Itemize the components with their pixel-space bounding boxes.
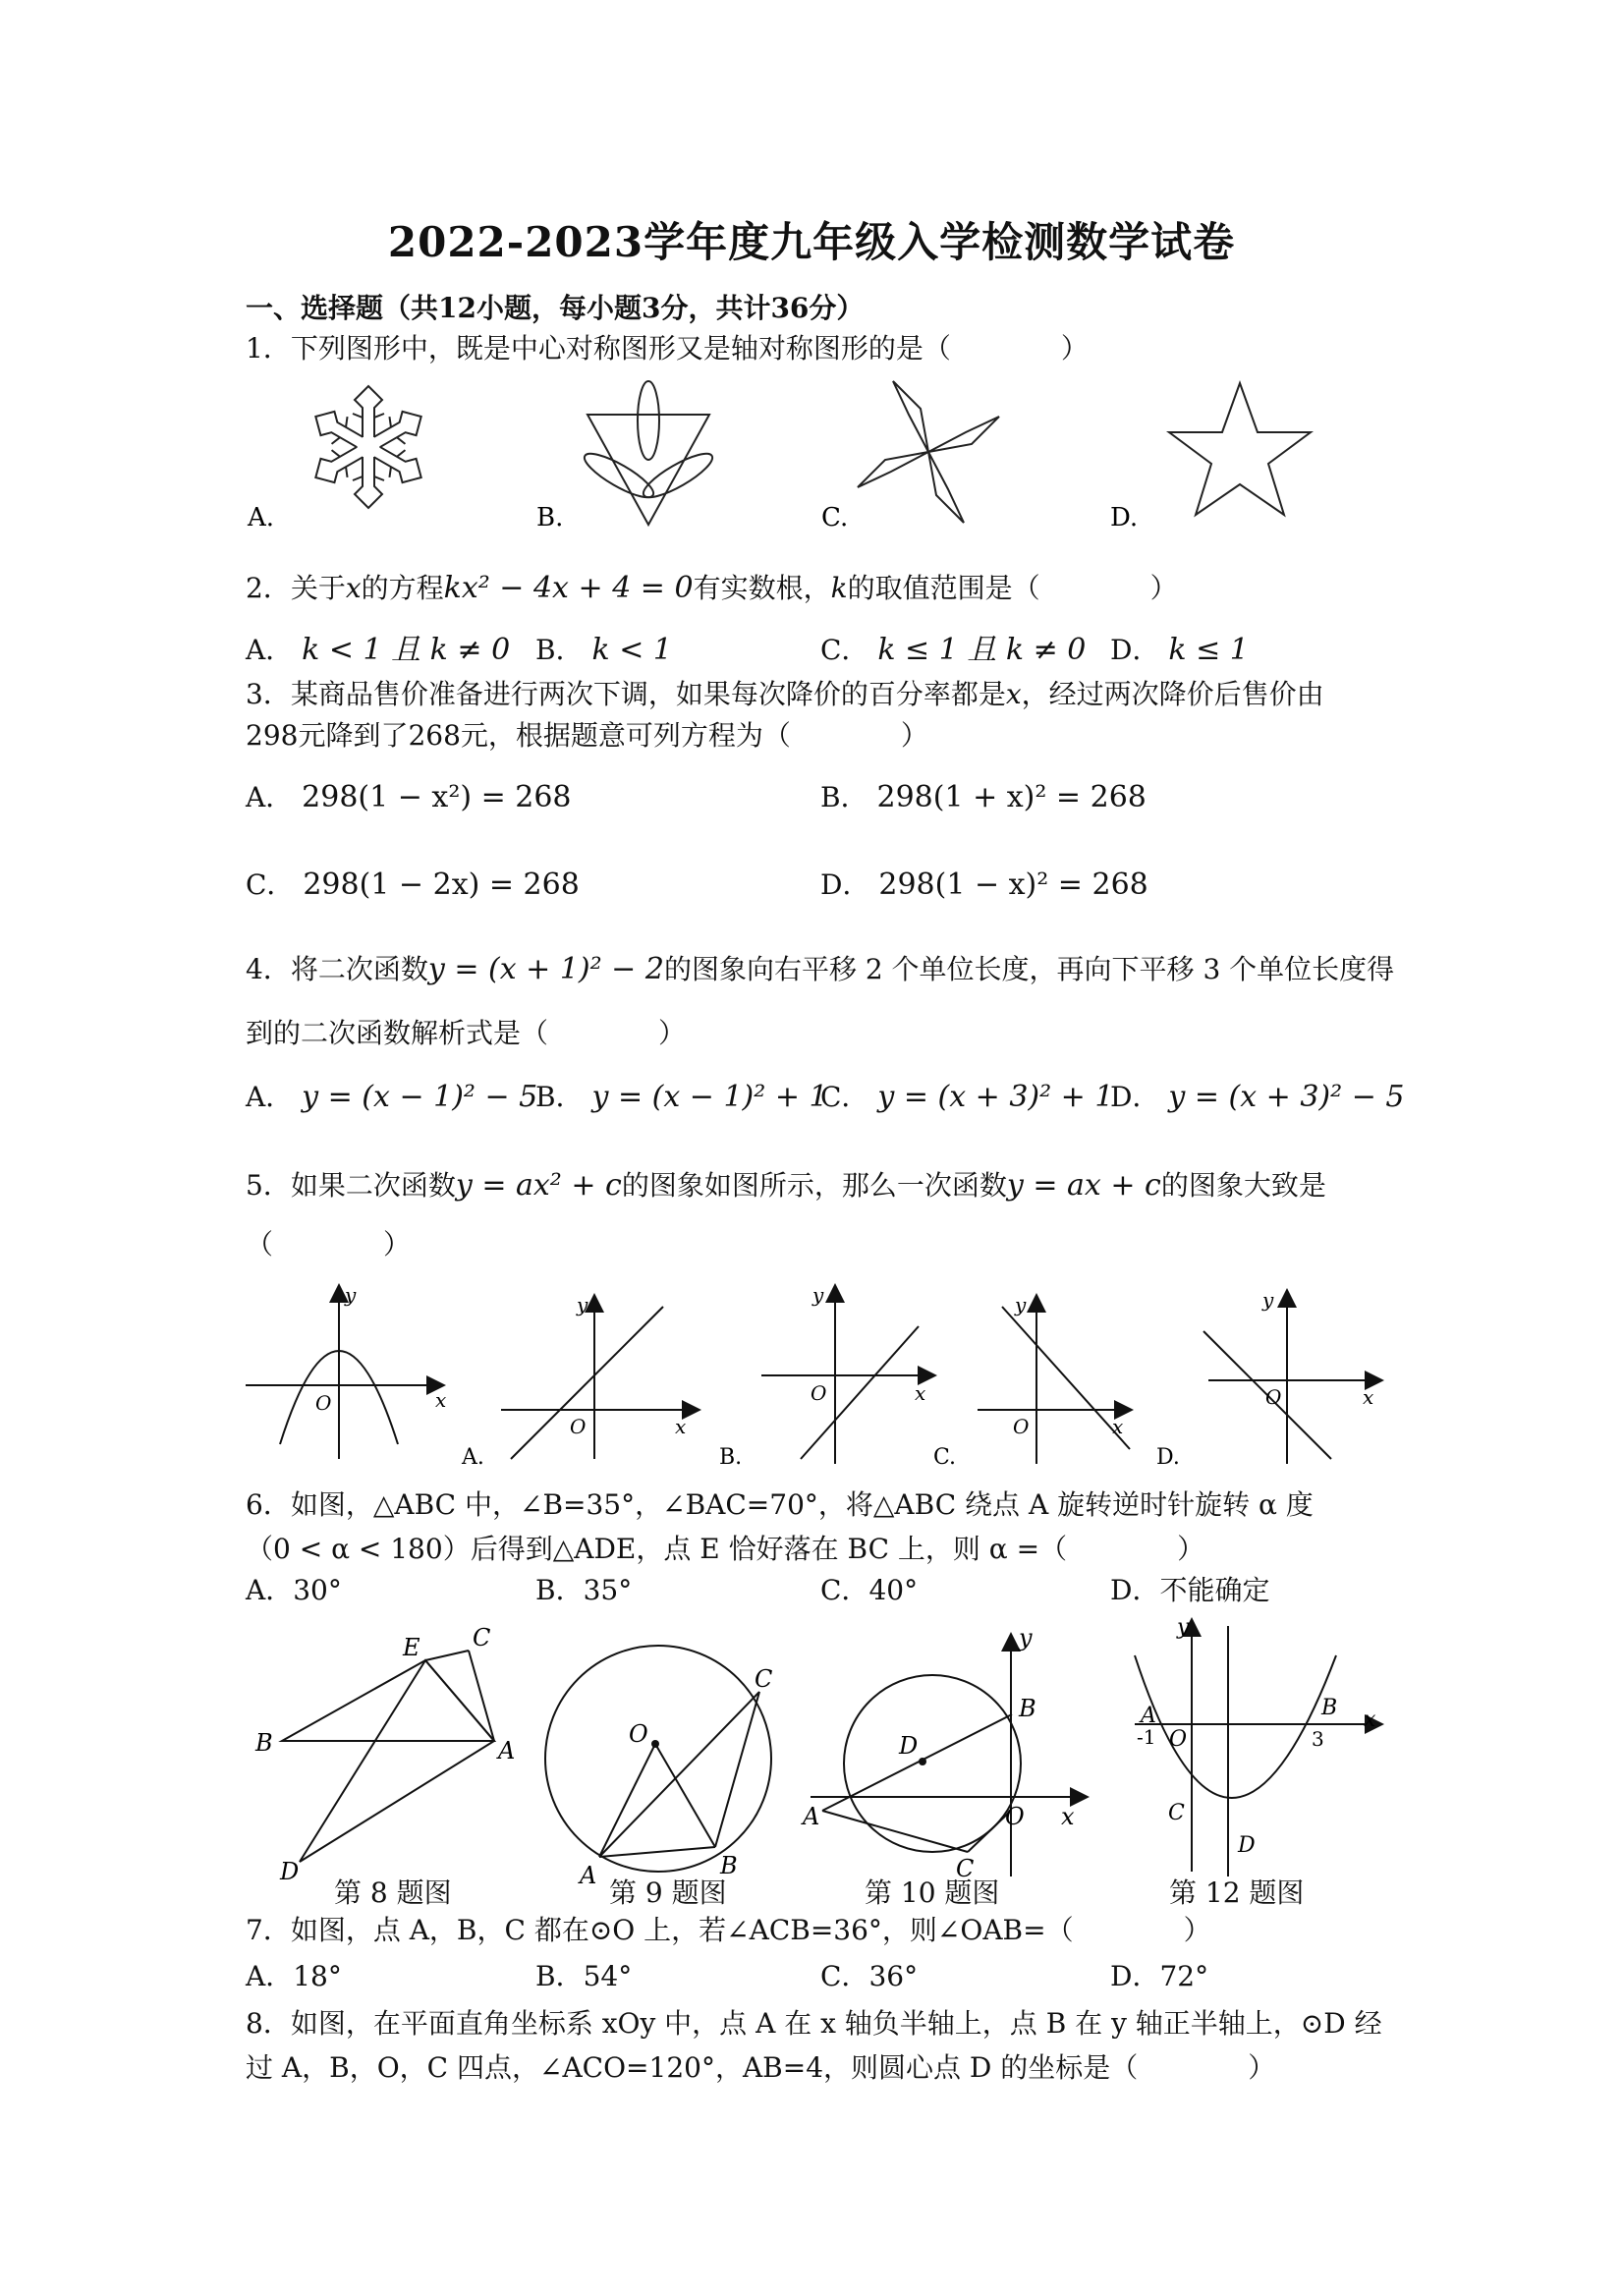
q6-option-a[interactable]: A．30°	[246, 1574, 342, 1606]
q2-stem: 2．关于x的方程kx² − 4x + 4 = 0有实数根，k的取值范围是（ ）	[246, 571, 1178, 605]
fig10-a: A	[803, 1803, 820, 1830]
q2-option-a[interactable]: A． k < 1 且 k ≠ 0	[246, 633, 511, 667]
q5-a-y: y	[577, 1293, 588, 1316]
fig12-a: A	[1141, 1704, 1156, 1728]
q1-figures	[246, 373, 1375, 540]
fig10-circle	[811, 1636, 1086, 1876]
figures-row	[241, 1616, 1400, 1901]
fig8-triangles	[282, 1651, 494, 1862]
fig12-c: C	[1168, 1801, 1185, 1825]
q4-option-c[interactable]: C． y = (x + 3)² + 1	[820, 1080, 1114, 1114]
fig8-c: C	[473, 1624, 491, 1652]
q5-graph-b	[761, 1287, 933, 1464]
q5-option-b[interactable]: B.	[719, 1445, 743, 1469]
q5-graphs	[241, 1282, 1400, 1469]
q3-option-a[interactable]: A． 298(1 − x²) = 268	[246, 780, 572, 814]
fig9-a: A	[580, 1862, 597, 1889]
fig12-b: B	[1321, 1696, 1338, 1720]
q4-option-d[interactable]: D． y = (x + 3)² − 5	[1110, 1080, 1405, 1114]
q3-option-c[interactable]: C． 298(1 − 2x) = 268	[246, 868, 580, 902]
q7-option-b[interactable]: B．54°	[535, 1960, 633, 1992]
fig10-center-dot	[919, 1758, 926, 1765]
q3-option-b[interactable]: B． 298(1 + x)² = 268	[820, 780, 1147, 814]
fig8-d: D	[280, 1858, 300, 1885]
q4-line1: 4．将二次函数y = (x + 1)² − 2的图象向右平移 2 个单位长度，再向下平移 3 个单位长度得	[246, 952, 1395, 986]
q6-option-d[interactable]: D．不能确定	[1110, 1574, 1270, 1606]
q5-line1: 5．如果二次函数y = ax² + c的图象如图所示，那么一次函数y = ax + c的图象大致是	[246, 1168, 1326, 1203]
fig9-b: B	[720, 1852, 738, 1879]
q7-option-d[interactable]: D．72°	[1110, 1960, 1209, 1992]
q5-p-y: y	[345, 1283, 357, 1307]
fig10-y: y	[1019, 1624, 1033, 1652]
q4-option-b[interactable]: B． y = (x − 1)² + 1	[535, 1080, 828, 1114]
q5-option-d[interactable]: D.	[1156, 1445, 1180, 1469]
q1-pinwheel-figure	[858, 381, 999, 523]
q5-c-y: y	[1015, 1293, 1027, 1316]
q7-option-c[interactable]: C．36°	[820, 1960, 919, 1992]
q5-graph-a	[501, 1297, 698, 1459]
fig12-o: O	[1169, 1727, 1188, 1752]
q5-p-o: O	[315, 1391, 332, 1415]
fig9-circle	[545, 1646, 771, 1872]
fig9-o: O	[629, 1720, 648, 1748]
q5-b-x: x	[915, 1381, 926, 1405]
q5-d-x: x	[1363, 1385, 1374, 1409]
fig10-c: C	[956, 1855, 975, 1882]
q2-option-d[interactable]: D． k ≤ 1	[1110, 633, 1249, 667]
q5-d-y: y	[1262, 1288, 1274, 1312]
q5-graph-d	[1203, 1292, 1380, 1464]
q5-c-x: x	[1112, 1415, 1124, 1438]
fig9-center-dot	[651, 1740, 659, 1748]
q3-option-d[interactable]: D． 298(1 − x)² = 268	[820, 868, 1148, 902]
q5-c-o: O	[1013, 1415, 1030, 1438]
q4-option-a[interactable]: A． y = (x − 1)² − 5	[246, 1080, 538, 1114]
q5-parabola-graph	[246, 1287, 442, 1459]
q1-label-b: B.	[536, 503, 564, 532]
page-title: 2022-2023学年度九年级入学检测数学试卷	[387, 218, 1236, 266]
fig8-b: B	[255, 1729, 273, 1757]
fig9-c: C	[755, 1665, 773, 1693]
fig10-d: D	[899, 1732, 919, 1760]
q1-triangle-petals-figure	[580, 381, 717, 525]
q5-a-x: x	[675, 1415, 687, 1438]
fig9-caption: 第 9 题图	[609, 1876, 727, 1909]
fig12-y: y	[1177, 1616, 1190, 1640]
q1-stem: 1．下列图形中，既是中心对称图形又是轴对称图形的是（ ）	[246, 332, 1089, 364]
q7-stem: 7．如图，点 A，B，C 都在⊙O 上，若∠ACB=36°，则∠OAB=（ ）	[246, 1914, 1211, 1946]
q5-b-o: O	[811, 1381, 827, 1405]
fig10-caption: 第 10 题图	[865, 1876, 1000, 1909]
fig12-neg1: -1	[1137, 1725, 1156, 1749]
q6-option-b[interactable]: B．35°	[535, 1574, 633, 1606]
q3-line2: 298元降到了268元，根据题意可列方程为（ ）	[246, 719, 928, 752]
fig8-caption: 第 8 题图	[334, 1876, 452, 1909]
q5-line2: （ ）	[246, 1228, 412, 1260]
q5-a-o: O	[570, 1415, 587, 1438]
q5-d-o: O	[1265, 1385, 1282, 1409]
fig12-3: 3	[1312, 1727, 1324, 1751]
q2-option-b[interactable]: B． k < 1	[535, 633, 672, 667]
q7-option-a[interactable]: A．18°	[246, 1960, 342, 1992]
fig12-d: D	[1238, 1833, 1256, 1858]
q6-line1: 6．如图，△ABC 中，∠B=35°，∠BAC=70°，将△ABC 绕点 A 旋转逆时针旋转 α 度	[246, 1488, 1314, 1521]
q1-label-c: C.	[821, 503, 849, 532]
fig10-x: x	[1061, 1803, 1075, 1830]
fig8-e: E	[403, 1634, 420, 1661]
q5-option-c[interactable]: C.	[933, 1445, 957, 1469]
fig10-o: O	[1005, 1803, 1025, 1830]
q5-graph-c	[978, 1297, 1130, 1464]
q4-line2: 到的二次函数解析式是（ ）	[246, 1017, 687, 1049]
q5-b-y: y	[812, 1283, 824, 1307]
q1-label-a: A.	[248, 503, 275, 532]
fig12-x: x	[1364, 1708, 1376, 1732]
q6-line2: （0 < α < 180）后得到△ADE，点 E 恰好落在 BC 上，则 α =（ ）	[246, 1533, 1205, 1565]
q3-line1: 3．某商品售价准备进行两次下调，如果每次降价的百分率都是x，经过两次降价后售价由	[246, 678, 1324, 710]
q1-label-d: D.	[1110, 503, 1139, 532]
fig10-b: B	[1019, 1695, 1036, 1722]
q1-star-figure	[1169, 383, 1311, 515]
fig8-a: A	[498, 1737, 516, 1764]
q5-option-a[interactable]: A.	[462, 1445, 484, 1469]
q8-line1: 8．如图，在平面直角坐标系 xOy 中，点 A 在 x 轴负半轴上，点 B 在 y 轴正半轴上，⊙D 经	[246, 2007, 1382, 2040]
fig12-caption: 第 12 题图	[1169, 1876, 1305, 1909]
q6-option-c[interactable]: C．40°	[820, 1574, 919, 1606]
section-heading: 一、选择题（共12小题，每小题3分，共计36分）	[246, 292, 865, 324]
q5-p-x: x	[435, 1388, 447, 1412]
q1-snowflake-figure	[308, 386, 428, 508]
q8-line2: 过 A，B，O，C 四点，∠ACO=120°，AB=4，则圆心点 D 的坐标是（ ）	[246, 2051, 1276, 2084]
q2-option-c[interactable]: C． k ≤ 1 且 k ≠ 0	[820, 633, 1087, 667]
